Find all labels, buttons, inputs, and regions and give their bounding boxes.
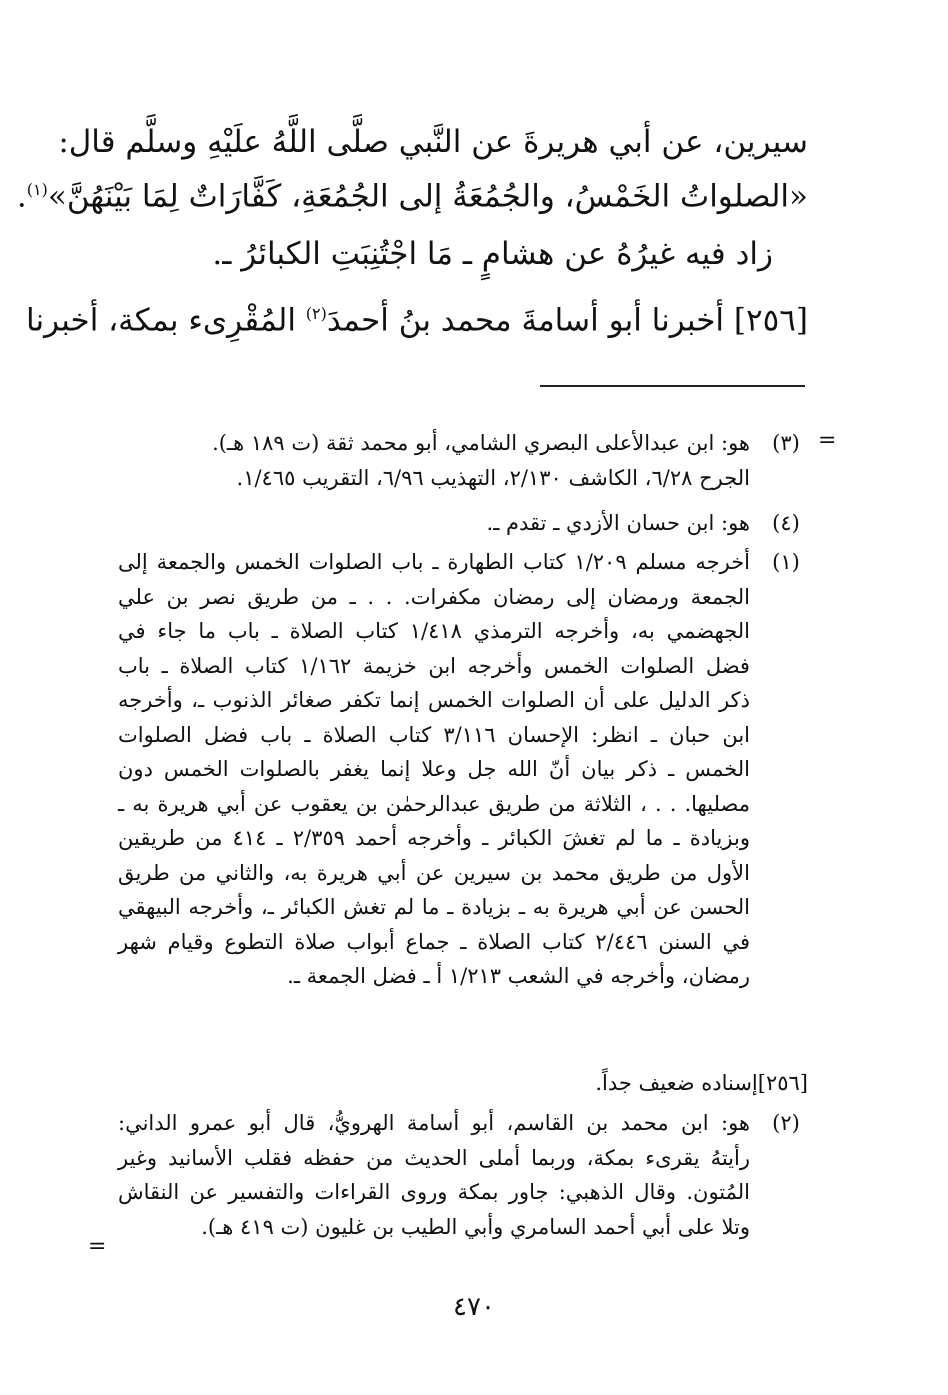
- footnote-1-line: مصليها. . . ، الثلاثة من طريق عبدالرحمٰن بن يعقوب عن أبي هريرة به ـ: [118, 791, 750, 816]
- footnote-1-line: وبزيادة ـ ما لم تغشَ الكبائر ـ وأخرجه أحمد ٢/٣٥٩ ـ ٤١٤ من طريقين: [118, 826, 750, 850]
- footnote-ref-2: (٢): [305, 304, 327, 323]
- isnad-end: المُقْرِىء بمكة، أخبرنا: [26, 302, 306, 339]
- continuation-marker-bottom: =: [88, 1234, 107, 1259]
- hadith-quote: «الصلواتُ الخَمْسُ، والجُمُعَةُ إلى الجُمُعَةِ، كَفَّارَاتٌ لِمَا بَيْنَهُنَّ»: [47, 178, 808, 215]
- footnote-separator: [540, 385, 805, 387]
- footnote-4: [112, 506, 808, 541]
- footnote-1-line: فضل الصلوات الخمس وأخرجه ابن خزيمة ١/١٦٢ كتاب الصلاة ـ باب: [118, 653, 750, 678]
- footnote-4-line: هو: ابن حسان الأزدي ـ تقدم ـ.: [486, 511, 750, 535]
- footnote-3-line: هو: ابن عبدالأعلى البصري الشامي، أبو محمد ثقة (ت ١٨٩ هـ).: [212, 431, 750, 455]
- footnote-1-line: الحسن عن أبي هريرة به ـ بزيادة ـ ما لم تغش الكبائر ـ، وأخرجه البيهقي: [118, 895, 750, 919]
- footnote-4-number: (٤): [772, 511, 800, 535]
- footnote-2-line: رأيتهُ يقرىء بمكة، وربما أملى الحديث من حفظه فقلب الأسانيد وغير: [118, 1145, 750, 1170]
- footnote-1-line: الجمعة ورمضان إلى رمضان مكفرات. . . ـ من طريق نصر بن علي: [118, 584, 750, 609]
- footnote-1-line: في السنن ٢/٤٤٦ كتاب الصلاة ـ جماع أبواب صلاة التطوع وقيام شهر: [118, 929, 750, 954]
- footnote-2-line: المُتون. وقال الذهبي: جاور بمكة وروى القراءات والتفسير عن النقاش: [118, 1180, 750, 1204]
- footnote-2-line: هو: ابن محمد بن القاسم، أبو أسامة الهرويُّ، قال أبو عمرو الداني:: [118, 1111, 750, 1135]
- footnote-1: [112, 545, 808, 994]
- footnote-1-line: ذكر الدليل على أن الصلوات الخمس إنما تكفر صغائر الذنوب ـ، وأخرجه: [118, 688, 750, 712]
- footnote-1-number: (١): [772, 550, 800, 574]
- main-text-line-3: زاد فيه غيرُهُ عن هشامٍ ـ مَا اجْتُنِبَتِ الكبائرُ ـ.: [212, 236, 773, 272]
- isnad-start: [٢٥٦] أخبرنا أبو أسامةَ محمد بنُ أحمدَ: [326, 302, 808, 339]
- footnote-3-line: الجرح ٦/٢٨، الكاشف ٢/١٣٠، التهذيب ٦/٩٦، التقريب ١/٤٦٥.: [236, 465, 750, 490]
- footnote-1-line: الخمس ـ ذكر بيان أنّ الله جل وعلا إنما يغفر بالصلوات الخمس دون: [118, 757, 750, 781]
- footnote-1-line: الجهضمي به، وأخرجه الترمذي ١/٤١٨ كتاب الصلاة ـ باب ما جاء في: [118, 619, 750, 643]
- footnote-1-line: أخرجه مسلم ١/٢٠٩ كتاب الطهارة ـ باب الصلوات الخمس والجمعة إلى: [118, 550, 751, 574]
- continuation-marker-top: =: [818, 428, 837, 453]
- footnote-3: [112, 426, 808, 495]
- footnote-2-line: وتلا على أبي أحمد السامري وأبي الطيب بن غليون (ت ٤١٩ هـ).: [201, 1214, 750, 1239]
- hadith-256-grading: [٢٥٦]إسناده ضعيف جداً.: [595, 1071, 808, 1095]
- footnote-1-line: رمضان، وأخرجه في الشعب ١/٢١٣ أ ـ فضل الجمعة ـ.: [287, 964, 750, 988]
- footnote-1-line: الأول من طريق محمد بن سيرين عن أبي هريرة به، والثاني من طريق: [118, 860, 750, 885]
- footnote-2-number: (٢): [772, 1111, 800, 1135]
- footnote-1-line: ابن حبان ـ انظر: الإحسان ٣/١١٦ كتاب الصلاة ـ باب فضل الصلوات: [118, 722, 750, 747]
- footnote-ref-1: (١): [26, 180, 48, 199]
- main-text-line-2: [16, 160, 808, 226]
- main-text-line-1: سيرين، عن أبي هريرةَ عن النَّبي صلَّى اللَّهُ علَيْهِ وسلَّم قال:: [58, 124, 808, 160]
- main-text-line-4: [26, 284, 808, 350]
- line-end: .: [16, 178, 27, 215]
- footnote-2: [112, 1106, 808, 1244]
- page-number: ٤٧٠: [453, 1292, 495, 1322]
- footnote-3-number: (٣): [772, 431, 800, 455]
